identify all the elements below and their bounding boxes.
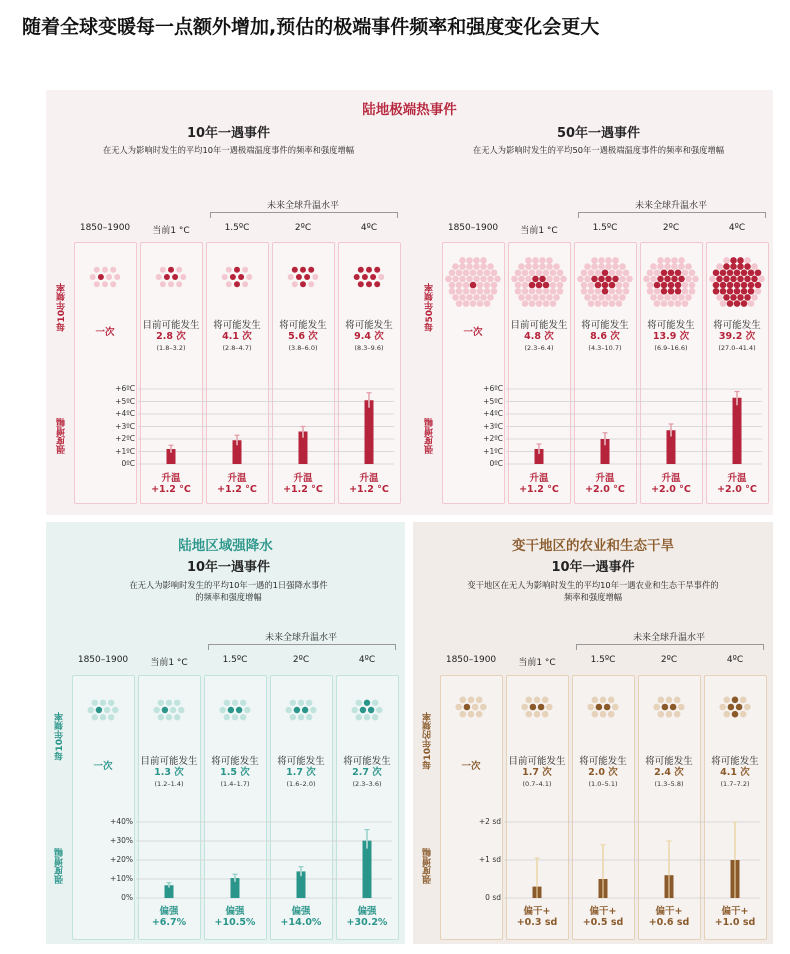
y-tick-label: +3ºC	[483, 421, 503, 431]
event-dot	[724, 711, 731, 718]
subtitle-desc: 频率和强度增幅	[563, 592, 623, 602]
event-dot	[674, 696, 681, 703]
frequency-count: 2.4 次	[654, 767, 684, 778]
intensity-label: 升温 +1.2 °C	[151, 473, 191, 495]
future-header: 未来全球升温水平	[632, 633, 705, 643]
frequency-count: 1.3 次	[154, 767, 184, 778]
event-dot	[658, 711, 665, 718]
frequency-axis-label: 每10年频率	[57, 283, 67, 332]
event-dot	[658, 696, 665, 703]
subtitle-desc: 变干地区在无人为影响时发生的平均10年一遇农业和生态干旱事件的	[467, 580, 719, 590]
y-tick-label: +5ºC	[115, 396, 135, 406]
event-dot	[521, 704, 528, 711]
column-header: 1.5ºC	[590, 655, 616, 665]
frequency-prefix: 目前可能发生	[140, 756, 198, 767]
y-tick-label: +10%	[110, 874, 133, 883]
subtitle-heading: 10年一遇事件	[186, 126, 271, 141]
y-tick-label: +4ºC	[115, 409, 135, 418]
future-header: 未来全球升温水平	[266, 201, 339, 211]
event-dot-filled	[538, 704, 545, 711]
event-dot	[526, 696, 533, 703]
event-dot	[719, 704, 726, 711]
y-tick-label: +3ºC	[115, 421, 135, 431]
column-header: 2ºC	[292, 655, 310, 665]
frequency-count: 39.2 次	[718, 331, 756, 342]
event-dot	[592, 696, 599, 703]
frequency-value	[636, 756, 702, 790]
y-tick-label: 0ºC	[121, 459, 135, 468]
column-header: 1850–1900	[447, 223, 499, 233]
frequency-axis-label: 每10年频率	[55, 712, 65, 761]
column-header: 4ºC	[360, 223, 378, 233]
page-title: 随着全球变暖每一点额外增加,预估的极端事件频率和强度变化会更大	[22, 16, 600, 38]
frequency-prefix: 将可能发生	[279, 320, 327, 331]
frequency-prefix: 将可能发生	[213, 320, 261, 331]
event-dot	[460, 696, 467, 703]
frequency-count: 4.1 次	[222, 331, 252, 342]
subtitle-desc: 在无人为影响时发生的平均10年一遇的1日强降水事件	[129, 580, 328, 590]
baseline-frequency: 一次	[463, 327, 483, 338]
frequency-count: 5.6 次	[288, 331, 318, 342]
event-dot-filled	[662, 704, 669, 711]
event-dot	[740, 696, 747, 703]
baseline-frequency: 一次	[95, 327, 115, 338]
event-dot	[534, 696, 541, 703]
frequency-prefix: 目前可能发生	[142, 320, 200, 331]
intensity-label: 偏强 +6.7%	[151, 906, 187, 928]
frequency-range: (8.3–9.6)	[354, 344, 384, 352]
frequency-range: (6.9–16.6)	[654, 344, 688, 352]
event-dot-filled	[596, 704, 603, 711]
event-dot-filled	[732, 696, 739, 703]
frequency-range: (1.2–1.4)	[154, 780, 184, 788]
intensity-axis-label: 强度增幅	[425, 418, 435, 454]
frequency-prefix: 将可能发生	[645, 756, 693, 767]
frequency-range: (2.8–4.7)	[222, 344, 252, 352]
event-dot	[666, 711, 673, 718]
y-tick-label: +4ºC	[483, 409, 503, 418]
y-tick-label: 0 sd	[485, 893, 501, 902]
y-tick-label: +1ºC	[115, 446, 135, 456]
frequency-prefix: 目前可能发生	[508, 756, 566, 767]
event-dot	[480, 704, 487, 711]
y-tick-label: +6ºC	[483, 384, 503, 393]
event-dot	[472, 704, 479, 711]
intensity-label: 偏强 +14.0%	[280, 906, 322, 928]
frequency-count: 2.8 次	[156, 331, 186, 342]
event-dot	[587, 704, 594, 711]
intensity-label: 升温 +1.2 °C	[283, 473, 323, 495]
frequency-count: 1.5 次	[220, 767, 250, 778]
column-header: 当前1 °C	[518, 658, 556, 668]
subtitle-heading: 50年一遇事件	[556, 126, 641, 141]
panel-title: 变干地区的农业和生态干旱	[512, 538, 674, 554]
column-header: 当前1 °C	[150, 658, 188, 668]
event-dot	[468, 696, 475, 703]
frequency-count: 4.1 次	[720, 767, 750, 778]
event-dot	[476, 711, 483, 718]
intensity-label: 偏干+ +0.5 sd	[582, 906, 624, 928]
event-dot-filled	[604, 704, 611, 711]
frequency-range: (1.6–2.0)	[286, 780, 316, 788]
event-dot	[600, 711, 607, 718]
column-header: 1.5ºC	[222, 655, 248, 665]
frequency-axis-label: 每10年的频率	[423, 712, 433, 770]
event-dot	[526, 711, 533, 718]
event-dot	[600, 696, 607, 703]
subtitle-desc: 在无人为影响时发生的平均50年一遇极端温度事件的频率和强度增幅	[472, 145, 725, 155]
event-dot	[666, 696, 673, 703]
frequency-prefix: 将可能发生	[711, 756, 759, 767]
frequency-range: (1.8–3.2)	[156, 344, 186, 352]
intensity-axis-label: 强度增幅	[55, 848, 65, 884]
event-dot	[460, 711, 467, 718]
intensity-label: 偏干+ +0.6 sd	[648, 906, 690, 928]
frequency-range: (1.3–5.8)	[654, 780, 684, 788]
event-dot-filled	[464, 704, 471, 711]
event-dot	[740, 711, 747, 718]
frequency-prefix: 将可能发生	[579, 756, 627, 767]
y-tick-label: +6ºC	[115, 384, 135, 393]
frequency-range: (0.7–4.1)	[522, 780, 552, 788]
frequency-prefix: 将可能发生	[581, 320, 629, 331]
frequency-prefix: 将可能发生	[343, 756, 391, 767]
panel-title: 陆地极端热事件	[362, 102, 457, 118]
frequency-range: (3.8–6.0)	[288, 344, 318, 352]
frequency-value	[570, 756, 636, 790]
frequency-range: (1.0–5.1)	[588, 780, 618, 788]
intensity-label: 偏强 +30.2%	[346, 906, 388, 928]
frequency-range: (2.3–6.4)	[524, 344, 554, 352]
y-tick-label: 0%	[121, 893, 133, 902]
intensity-label: 升温 +2.0 °C	[717, 473, 757, 495]
frequency-axis-label: 每50年频率	[425, 283, 435, 332]
column-header: 2ºC	[662, 223, 680, 233]
event-dot-filled	[670, 704, 677, 711]
event-dot-filled	[728, 704, 735, 711]
intensity-label: 升温 +1.2 °C	[349, 473, 389, 495]
event-dot-filled	[732, 711, 739, 718]
panel-title: 陆地区域强降水	[178, 538, 273, 554]
column-header: 2ºC	[294, 223, 312, 233]
intensity-label: 偏强 +10.5%	[214, 906, 256, 928]
intensity-label: 升温 +1.2 °C	[217, 473, 257, 495]
intensity-label: 偏干+ +1.0 sd	[714, 906, 756, 928]
event-dot	[612, 704, 619, 711]
future-header: 未来全球升温水平	[264, 633, 337, 643]
frequency-count: 2.7 次	[352, 767, 382, 778]
frequency-count: 9.4 次	[354, 331, 384, 342]
y-tick-label: +40%	[110, 817, 133, 826]
column-header: 当前1 °C	[520, 226, 558, 236]
subtitle-heading: 10年一遇事件	[186, 560, 271, 575]
intensity-label: 偏干+ +0.3 sd	[516, 906, 558, 928]
event-dot-filled	[530, 704, 537, 711]
y-tick-label: 0ºC	[489, 459, 503, 468]
frequency-count: 8.6 次	[590, 331, 620, 342]
event-dot	[724, 696, 731, 703]
event-dot	[534, 711, 541, 718]
event-dot	[542, 711, 549, 718]
frequency-prefix: 将可能发生	[211, 756, 259, 767]
frequency-prefix: 将可能发生	[345, 320, 393, 331]
frequency-range: (27.0–41.4)	[718, 344, 756, 352]
column-header: 当前1 °C	[152, 226, 190, 236]
event-dot-filled	[736, 704, 743, 711]
baseline-frequency: 一次	[461, 761, 481, 772]
frequency-prefix: 将可能发生	[277, 756, 325, 767]
frequency-range: (1.4–1.7)	[220, 780, 250, 788]
column-header: 4ºC	[726, 655, 744, 665]
column-header: 1.5ºC	[224, 223, 250, 233]
y-tick-label: +20%	[110, 855, 133, 864]
frequency-prefix: 目前可能发生	[510, 320, 568, 331]
event-dot	[674, 711, 681, 718]
event-dot	[678, 704, 685, 711]
frequency-range: (4.3–10.7)	[588, 344, 622, 352]
frequency-count: 4.8 次	[524, 331, 554, 342]
y-tick-label: +2ºC	[115, 434, 135, 443]
event-dot	[546, 704, 553, 711]
subtitle-heading: 10年一遇事件	[551, 560, 635, 575]
event-dot	[608, 711, 615, 718]
column-header: 4ºC	[358, 655, 376, 665]
event-dot	[542, 696, 549, 703]
column-header: 2ºC	[660, 655, 678, 665]
y-tick-label: +1 sd	[478, 855, 501, 864]
y-tick-label: +2 sd	[478, 817, 501, 826]
column-header: 4ºC	[728, 223, 746, 233]
column-header: 1.5ºC	[592, 223, 618, 233]
y-tick-label: +30%	[110, 836, 133, 845]
column-header: 1850–1900	[77, 655, 129, 665]
frequency-range: (1.7–7.2)	[720, 780, 750, 788]
event-dot	[468, 711, 475, 718]
y-tick-label: +2ºC	[483, 434, 503, 443]
frequency-count: 1.7 次	[286, 767, 316, 778]
frequency-value	[504, 756, 570, 790]
event-dot	[608, 696, 615, 703]
intensity-label: 升温 +2.0 °C	[585, 473, 625, 495]
frequency-range: (2.3–3.6)	[352, 780, 382, 788]
frequency-count: 2.0 次	[588, 767, 618, 778]
intensity-axis-label: 强度增幅	[423, 848, 433, 884]
intensity-label: 升温 +2.0 °C	[651, 473, 691, 495]
event-dot	[592, 711, 599, 718]
frequency-prefix: 将可能发生	[647, 320, 695, 331]
intensity-axis-label: 强度增幅	[57, 418, 67, 454]
future-header: 未来全球升温水平	[634, 201, 707, 211]
intensity-label: 升温 +1.2 °C	[519, 473, 559, 495]
frequency-count: 13.9 次	[652, 331, 690, 342]
frequency-value	[702, 756, 768, 790]
y-tick-label: +5ºC	[483, 396, 503, 406]
frequency-count: 1.7 次	[522, 767, 552, 778]
subtitle-desc: 在无人为影响时发生的平均10年一遇极端温度事件的频率和强度增幅	[102, 145, 355, 155]
frequency-prefix: 将可能发生	[713, 320, 761, 331]
column-header: 1850–1900	[445, 655, 497, 665]
baseline-frequency: 一次	[93, 761, 113, 772]
event-dot	[653, 704, 660, 711]
column-header: 1850–1900	[79, 223, 131, 233]
event-dot	[455, 704, 462, 711]
event-dot	[744, 704, 751, 711]
subtitle-desc: 的频率和强度增幅	[195, 592, 262, 602]
event-dot	[476, 696, 483, 703]
y-tick-label: +1ºC	[483, 446, 503, 456]
